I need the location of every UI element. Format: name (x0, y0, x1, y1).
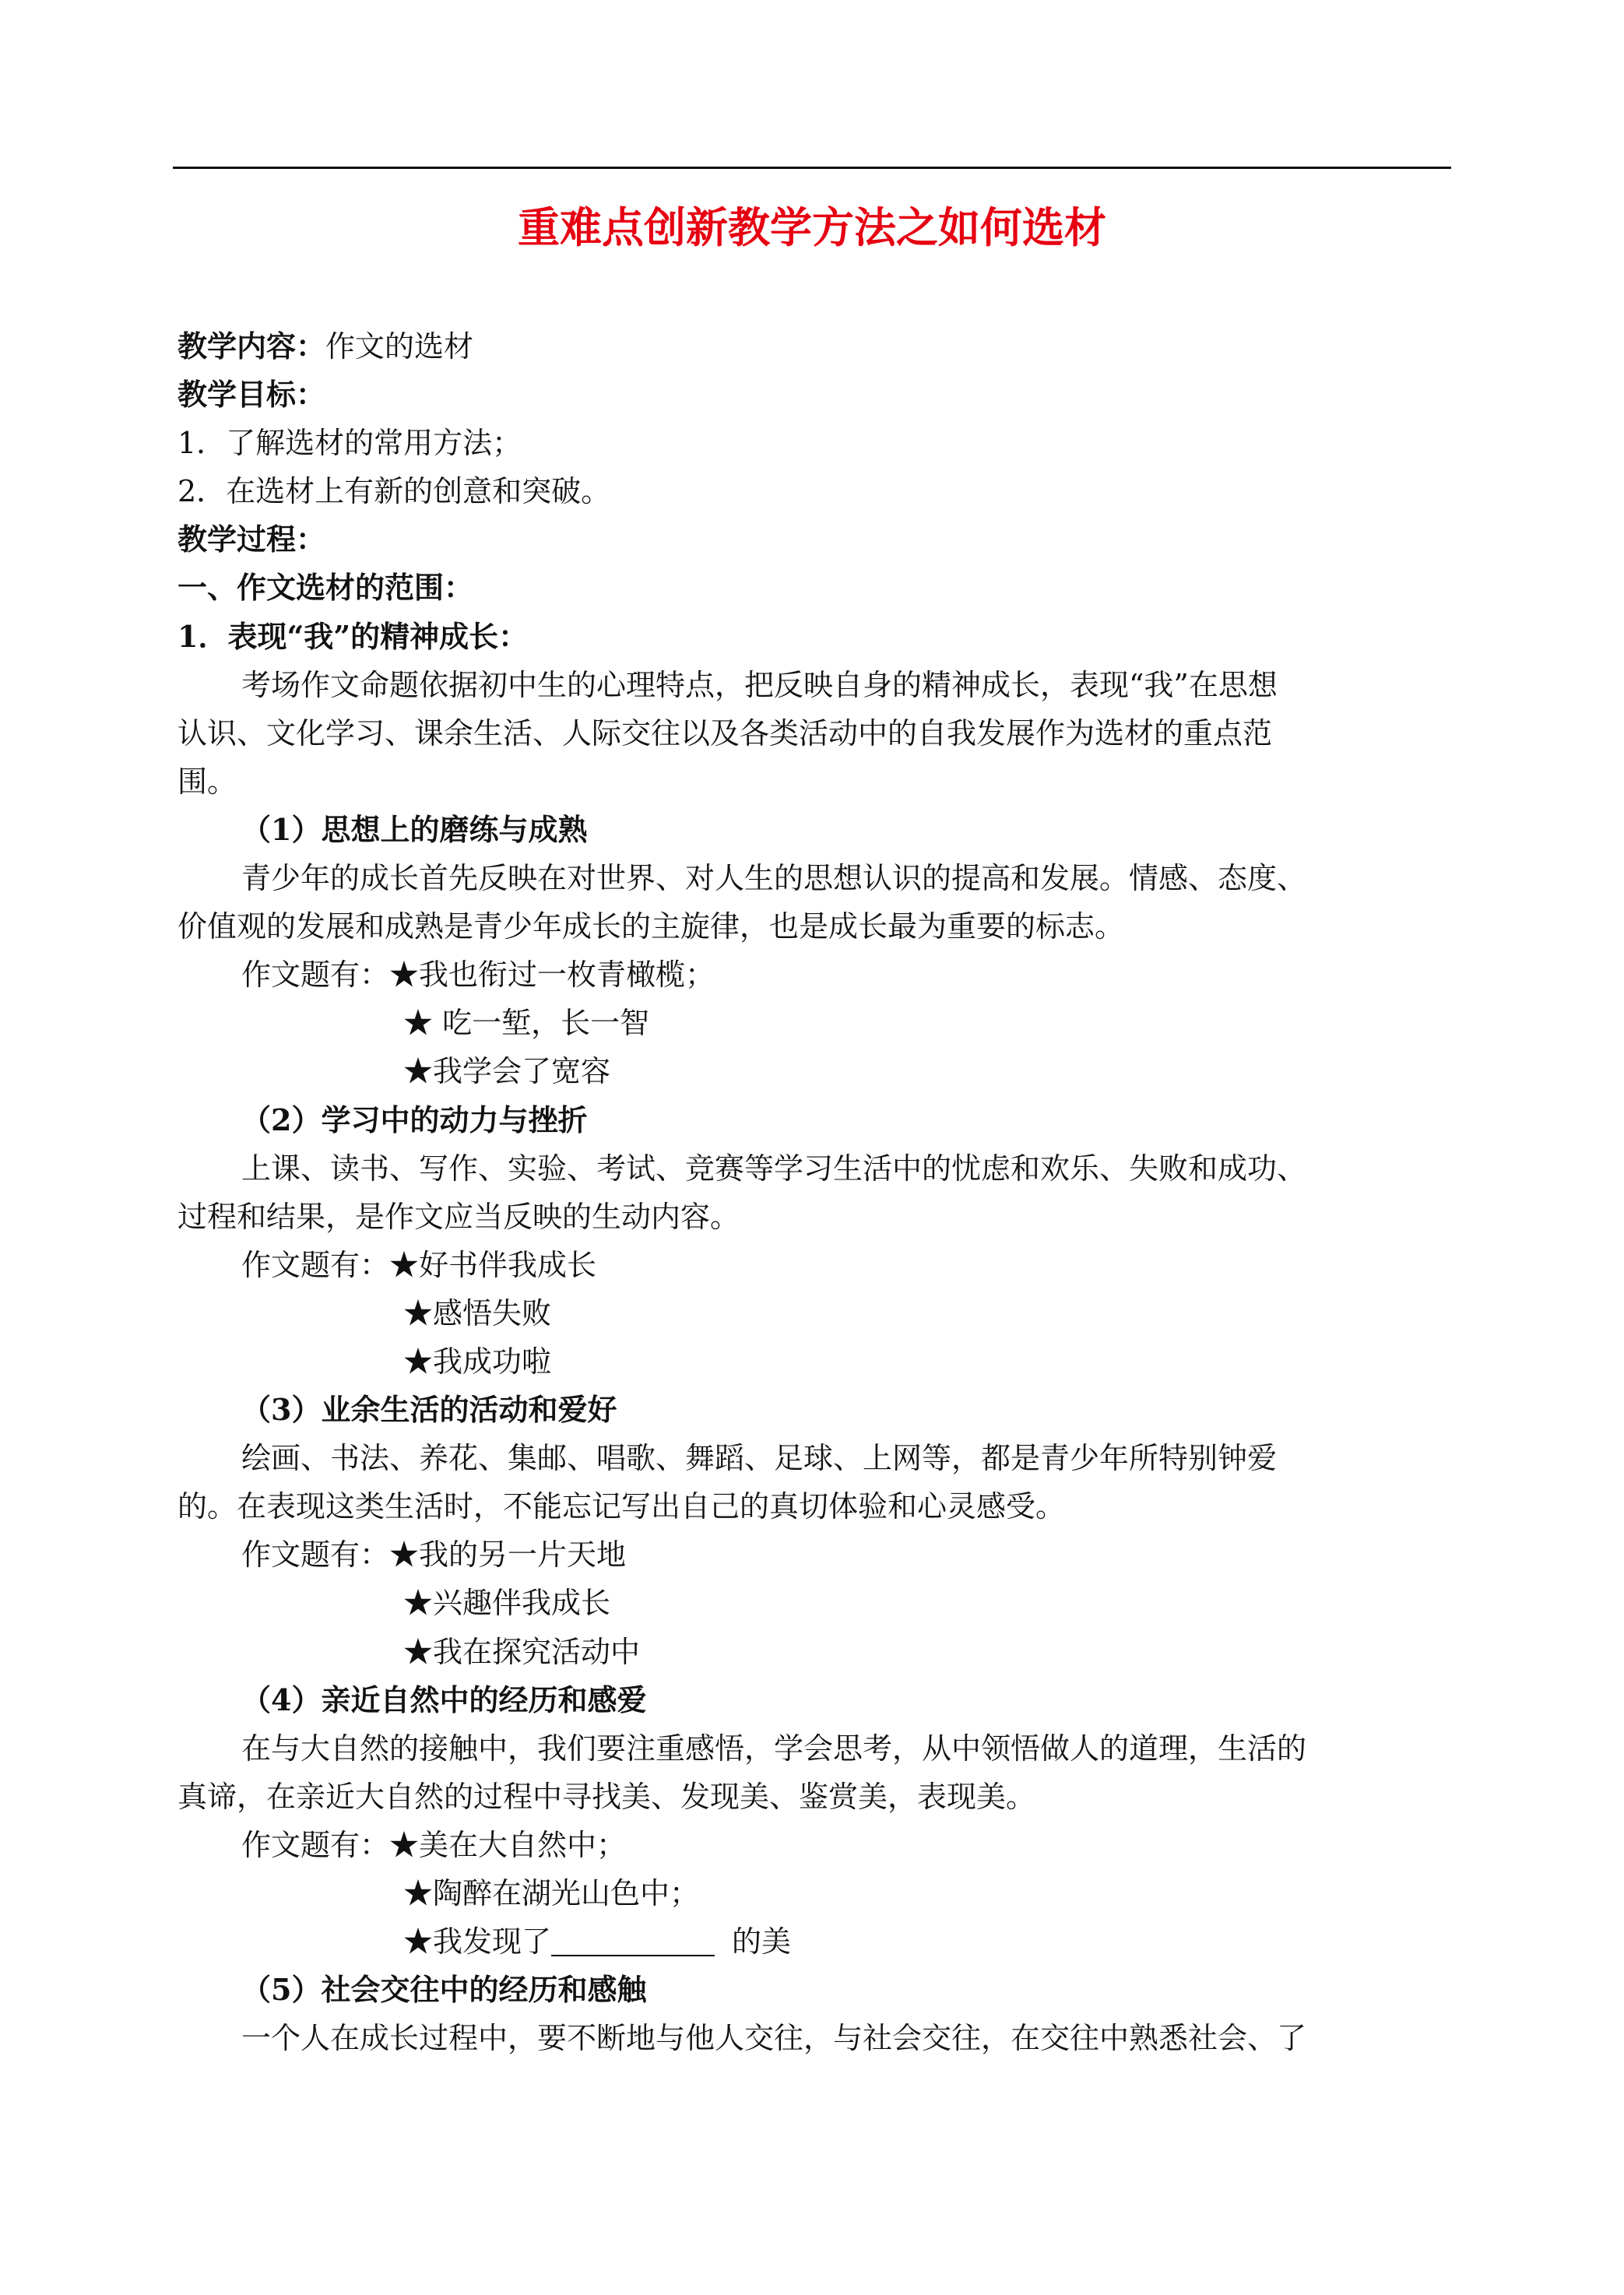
essay-topic-item: ★ 吃一堑，长一智 (403, 1006, 650, 1041)
paragraph-line: 真谛，在亲近大自然的过程中寻找美、发现美、鉴赏美，表现美。 (178, 1779, 1036, 1814)
document-body (178, 322, 1423, 2062)
field-value: 作文的选材 (325, 329, 474, 364)
section-heading: 1．表现“我”的精神成长： (178, 618, 529, 654)
page-title: 重难点创新教学方法之如何选材 (518, 202, 1106, 252)
paragraph-line: 上课、读书、写作、实验、考试、竞赛等学习生活中的忧虑和欢乐、失败和成功、 (241, 1151, 1307, 1186)
paragraph-line: 考场作文命题依据初中生的心理特点，把反映自身的精神成长，表现“我”在思想 (241, 667, 1278, 702)
paragraph-line: 围。 (178, 764, 237, 799)
section-heading: 一、作文选材的范围： (178, 570, 474, 606)
subsection-heading: （4）亲近自然中的经历和感爱 (241, 1682, 647, 1717)
paragraph-line: 作文题有：★好书伴我成长 (241, 1247, 597, 1282)
section-heading: 教学过程： (178, 522, 326, 557)
paragraph-line: 过程和结果，是作文应当反映的生动内容。 (178, 1199, 740, 1234)
subsection-heading: （5）社会交往中的经历和感触 (241, 1972, 647, 2008)
paragraph-line: 作文题有：★我的另一片天地 (241, 1538, 627, 1573)
topic-text-after: 的美 (732, 1924, 792, 1959)
subsection-heading: （1）思想上的磨练与成熟 (241, 811, 588, 847)
paragraph-line: 价值观的发展和成熟是青少年成长的主旋律，也是成长最为重要的标志。 (178, 909, 1125, 944)
paragraph-line: 在与大自然的接触中，我们要注重感悟，学会思考，从中领悟做人的道理，生活的 (241, 1731, 1307, 1766)
essay-topic-item: ★感悟失败 (403, 1295, 552, 1330)
paragraph-line: 的。在表现这类生活时，不能忘记写出自己的真切体验和心灵感受。 (178, 1489, 1066, 1524)
essay-topic-item: ★我在探究活动中 (403, 1634, 641, 1669)
paragraph-lines (178, 322, 1423, 2062)
subsection-heading: （3）业余生活的活动和爱好 (241, 1392, 617, 1428)
essay-topic-with-blank (178, 1917, 1423, 1966)
paragraph-line: 作文题有：★我也衔过一枚青橄榄； (241, 958, 715, 993)
essay-topic-item: ★兴趣伴我成长 (403, 1586, 611, 1621)
essay-topic-item: ★我学会了宽容 (403, 1054, 611, 1089)
fill-in-blank (551, 1924, 715, 1956)
paragraph-line: 绘画、书法、养花、集邮、唱歌、舞蹈、足球、上网等，都是青少年所特别钟爱 (241, 1441, 1278, 1476)
paragraph-line: 一个人在成长过程中，要不断地与他人交往，与社会交往，在交往中熟悉社会、了 (241, 2021, 1307, 2056)
paragraph-line: 认识、文化学习、课余生活、人际交往以及各类活动中的自我发展作为选材的重点范 (178, 715, 1273, 750)
paragraph-line: 青少年的成长首先反映在对世界、对人生的思想认识的提高和发展。情感、态度、 (241, 861, 1307, 896)
section-heading: 教学目标： (178, 377, 326, 413)
topic-text-before: ★我发现了 (403, 1924, 552, 1959)
essay-topic-item: ★我成功啦 (403, 1344, 552, 1379)
header-rule (173, 167, 1451, 169)
subsection-heading: （2）学习中的动力与挫折 (241, 1102, 588, 1137)
field-line (178, 322, 1423, 371)
paragraph-line: 作文题有：★美在大自然中； (241, 1827, 627, 1862)
essay-topic-item: ★陶醉在湖光山色中； (403, 1876, 700, 1910)
field-label: 教学内容： (178, 329, 326, 364)
paragraph-line: 1．了解选材的常用方法； (178, 426, 522, 461)
paragraph-line: 2．在选材上有新的创意和突破。 (178, 474, 611, 509)
